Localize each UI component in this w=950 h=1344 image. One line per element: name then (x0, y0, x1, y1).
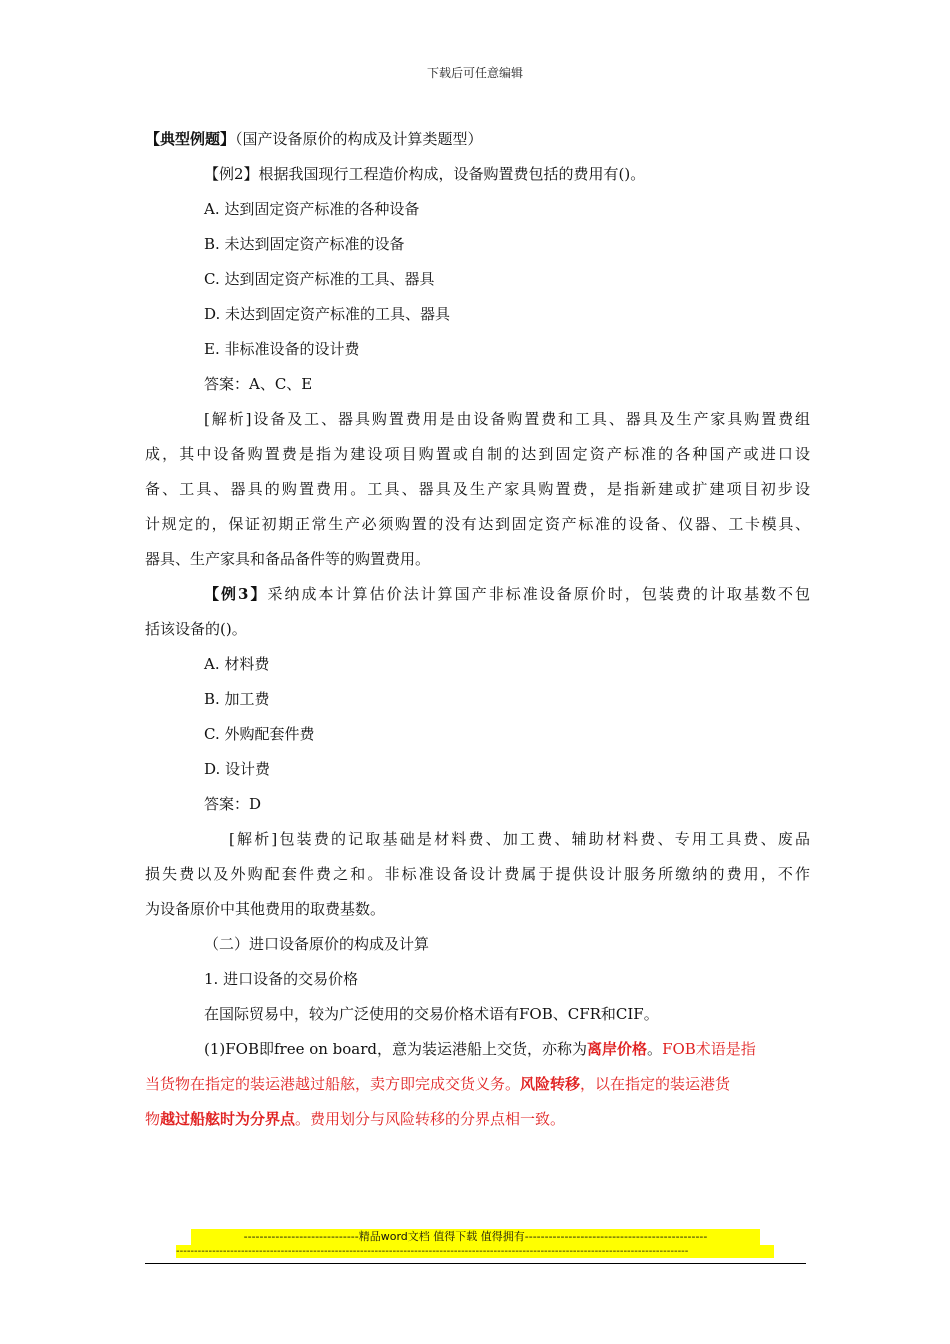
numbered-item: 1. 进口设备的交易价格 (204, 970, 359, 988)
analysis-line: [解析]设备及工、器具购置费用是由设备购置费和工具、器具及生产家具购置费组 (204, 410, 810, 428)
example-2-label: 【例2】 (204, 165, 259, 183)
title-rest: （国产设备原价的构成及计算类题型） (235, 130, 483, 148)
example-3-label: 【例3】 (204, 585, 268, 603)
footer-divider (145, 1263, 806, 1264)
example-2-text: 根据我国现行工程造价构成，设备购置费包括的费用有()。 (258, 165, 646, 183)
fob-red-text: 当货物在指定的装运港越过船舷，卖方即完成交货义务。 (145, 1075, 521, 1093)
highlight-term: 越过船舷时为分界点 (160, 1110, 296, 1128)
section-title (145, 122, 810, 157)
highlight-term: 风险转移 (520, 1075, 581, 1093)
footer-dashes: ---------------------------------------------------------------------------------------------------------------------------------------------- (176, 1245, 774, 1258)
fob-red-text: ，以在指定的装运港货 (580, 1075, 731, 1093)
option-a: A. 达到固定资产标准的各种设备 (204, 200, 420, 218)
fob-line-1 (145, 1032, 810, 1067)
fob-line-3 (145, 1102, 810, 1137)
example-3-text: 采纳成本计算估价法计算国产非标准设备原价时，包装费的计取基数不包 (267, 585, 810, 603)
analysis-line: 计规定的，保证初期正常生产必须购置的没有达到固定资产标准的设备、仪器、工卡模具、 (145, 515, 810, 533)
option-b: B. 加工费 (204, 690, 270, 708)
example-3-answer: 答案：D (204, 795, 262, 813)
option-e: E. 非标准设备的设计费 (204, 340, 360, 358)
fob-red-text: FOB术语是指 (662, 1040, 756, 1058)
page-header: 下载后可任意编辑 (426, 66, 523, 80)
subsection-heading: （二）进口设备原价的构成及计算 (204, 935, 430, 953)
option-d: D. 设计费 (204, 760, 271, 778)
fob-text: (1)FOB即free on board，意为装运港船上交货，亦称为 (204, 1040, 588, 1058)
analysis-line: 损失费以及外购配套件费之和。非标准设备设计费属于提供设计服务所缴纳的费用，不作 (145, 865, 810, 883)
option-c: C. 达到固定资产标准的工具、器具 (204, 270, 435, 288)
analysis-line: 备、工具、器具的购置费用。工具、器具及生产家具购置费，是指新建或扩建项目初步设 (145, 480, 810, 498)
analysis-line: 成，其中设备购置费是指为建设项目购置或自制的达到固定资产标准的各种国产或进口设 (145, 445, 810, 463)
option-d: D. 未达到固定资产标准的工具、器具 (204, 305, 451, 323)
example-2-answer: 答案：A、C、E (204, 375, 313, 393)
intro-paragraph: 在国际贸易中，较为广泛使用的交易价格术语有FOB、CFR和CIF。 (204, 1005, 659, 1023)
footer-banner: -----------------------------精品word文档 值得下载 值得拥有---------------------------------------------- (191, 1229, 760, 1245)
option-c: C. 外购配套件费 (204, 725, 315, 743)
fob-red-text: 物 (145, 1110, 161, 1128)
fob-text: 。 (647, 1040, 663, 1058)
analysis-line: 器具、生产家具和备品备件等的购置费用。 (145, 550, 431, 568)
example-2-question (145, 157, 810, 192)
highlight-term: 离岸价格 (587, 1040, 648, 1058)
document-body (145, 122, 810, 1137)
option-a: A. 材料费 (204, 655, 270, 673)
example-3-question (145, 577, 810, 612)
analysis-line: [解析]包装费的记取基础是材料费、加工费、辅助材料费、专用工具费、废品 (229, 830, 810, 848)
option-b: B. 未达到固定资产标准的设备 (204, 235, 405, 253)
example-3-question-cont: 括该设备的()。 (145, 620, 247, 638)
fob-red-text: 。费用划分与风险转移的分界点相一致。 (295, 1110, 566, 1128)
analysis-line: 为设备原价中其他费用的取费基数。 (145, 900, 386, 918)
title-bracket: 【典型例题】 (145, 130, 236, 148)
fob-line-2 (145, 1067, 810, 1102)
